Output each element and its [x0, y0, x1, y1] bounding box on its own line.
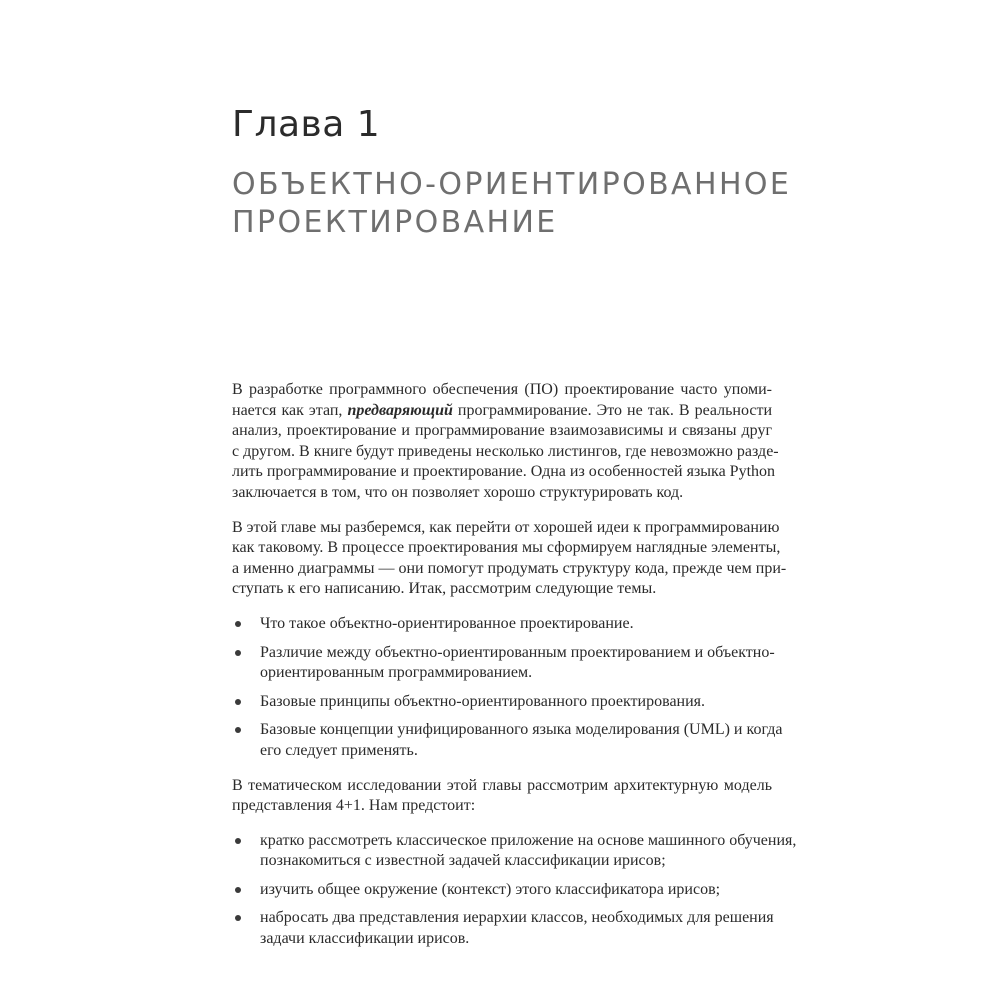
text-line: кратко рассмотреть классическое приложение на основе машинного обучения, — [260, 831, 797, 849]
text-line: изучить общее окружение (контекст) этого классификатора ирисов; — [260, 880, 721, 898]
list-item — [232, 614, 772, 635]
emphasis: предваряющий — [347, 401, 453, 419]
text-line: его следует применять. — [260, 741, 418, 759]
text-line — [232, 401, 772, 422]
chapter-title-line-2: ПРОЕКТИРОВАНИЕ — [232, 205, 558, 240]
list-item — [232, 831, 797, 872]
text-line: анализ, проектирование и программирование взаимозависимы и связаны друг — [232, 422, 772, 440]
text-line: задачи классификации ирисов. — [260, 930, 470, 948]
text-line: В разработке программного обеспечения (ПО) проектирование часто упоми- — [232, 381, 772, 398]
chapter-title — [232, 166, 792, 242]
text-line: Базовые концепции унифицированного языка моделирования (UML) и когда — [260, 721, 783, 739]
topics-list — [232, 614, 783, 762]
body-text — [232, 380, 797, 964]
text-line: лить программирование и проектирование. Одна из особенностей языка Python — [232, 463, 776, 481]
text-line: Что такое объектно-ориентированное проектирование. — [260, 614, 634, 632]
text-line: Различие между объектно-ориентированным проектированием и объектно- — [260, 643, 775, 661]
text-line: познакомиться с известной задачей классификации ирисов; — [260, 852, 666, 870]
case-study-list — [232, 831, 797, 950]
list-item — [232, 880, 772, 901]
text-line: В тематическом исследовании этой главы рассмотрим архитектурную модель — [232, 776, 772, 794]
text-line: ступать к его написанию. Итак, рассмотрим следующие темы. — [232, 580, 657, 598]
list-item — [232, 692, 772, 713]
paragraph-2 — [232, 518, 787, 600]
list-item — [232, 643, 775, 684]
text-line: Базовые принципы объектно-ориентированного проектирования. — [260, 692, 706, 710]
text-line: как таковому. В процессе проектирования мы сформируем наглядные элементы, — [232, 539, 781, 557]
list-item — [232, 908, 772, 949]
paragraph-3 — [232, 776, 772, 817]
text-fragment: нается как этап, — [232, 401, 348, 419]
text-line: представления 4+1. Нам предстоит: — [232, 797, 476, 815]
text-line: с другом. В книге будут приведены несколько листингов, где невозможно разде- — [232, 442, 779, 460]
text-line: набросать два представления иерархии классов, необходимых для решения — [260, 909, 774, 927]
text-line: ориентированным программированием. — [260, 664, 533, 682]
text-line: а именно диаграммы — они помогут продумать структуру кода, прежде чем при- — [232, 559, 787, 577]
chapter-title-line-1: ОБЪЕКТНО-ОРИЕНТИРОВАННОЕ — [232, 167, 792, 202]
book-page — [232, 0, 797, 1000]
list-item — [232, 720, 783, 761]
chapter-label: Глава 1 — [232, 104, 381, 145]
text-line: В этой главе мы разберемся, как перейти от хорошей идеи к программированию — [232, 518, 780, 536]
text-line: заключается в том, что он позволяет хорошо структурировать код. — [232, 483, 684, 501]
paragraph-1 — [232, 380, 779, 504]
text-fragment: программирование. Это не так. В реальности — [452, 401, 773, 419]
